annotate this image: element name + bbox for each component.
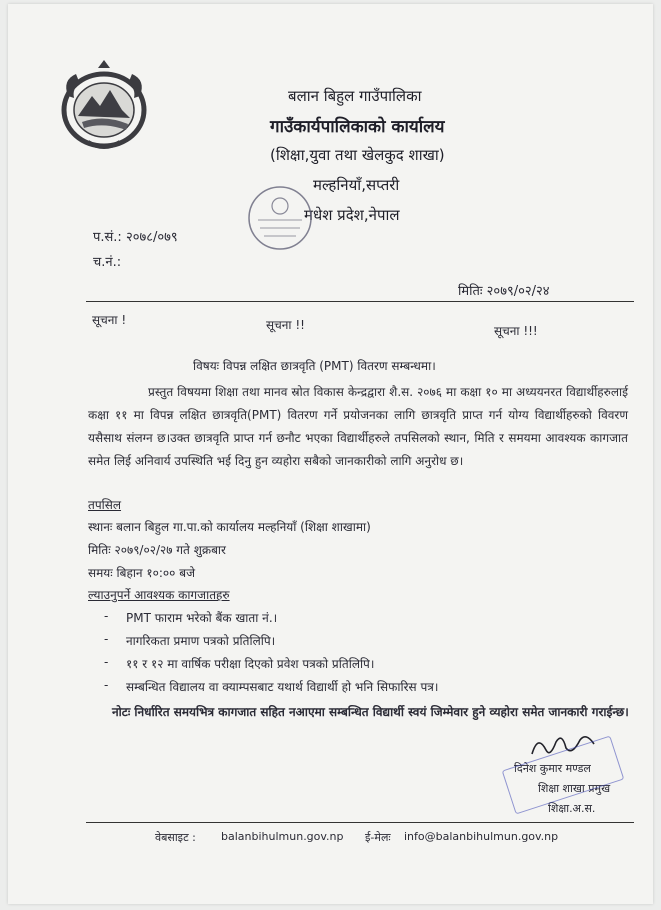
details-heading: तपसिल (88, 498, 122, 512)
body-paragraph: प्रस्तुत विषयमा शिक्षा तथा मानव स्रोत विकास केन्द्रद्वारा शै.स. २०७६ मा कक्षा १० मा अध्ययनरत विद्यार्थीहरुलाई कक्षा ११ मा विपन्न लक्षित छात्रवृति(PMT) वितरण गर्ने प्रयोजनका लागि छात्रवृति प्राप्त गर्न योग्य विद्यार्थीहरुको विवरण यसैसाथ संलग्न छ।उक्त छात्रवृति प्राप्त गर्न छनौट भएका विद्यार्थीहरुले तपसिलको स्थान, मिति र समयमा आवश्यक कागजात समेत लिई अनिवार्य उपस्थिति भई दिनु हुन व्यहोरा सबैको जानकारीको लागि अनुरोध छ। (88, 385, 628, 468)
signatory-office: शिक्षा.अ.स. (548, 802, 596, 815)
header-province: मधेश प्रदेश,नेपाल (304, 206, 400, 224)
website-label: वेबसाइट : (155, 831, 196, 844)
details-time: समयः बिहान १०:०० बजे (88, 566, 195, 580)
notice-label-2: सूचना !! (266, 318, 305, 332)
subject-line: विषयः विपन्न लक्षित छात्रवृति (PMT) वितरण सम्बन्धमा। (193, 359, 436, 373)
website-link[interactable]: balanbihulmun.gov.np (221, 830, 344, 843)
document-item: सम्बन्धित विद्यालय वा क्याम्पसबाट यथार्थ विद्यार्थी हो भनि सिफारिस पत्र। (126, 680, 439, 694)
letter-date: मितिः २०७९/०२/२४ (458, 284, 550, 299)
office-stamp (246, 184, 314, 252)
signatory-title: शिक्षा शाखा प्रमुख (538, 782, 611, 795)
email-label: ई-मेलः (365, 831, 391, 844)
header-office: गाउँकार्यपालिकाको कार्यालय (270, 117, 445, 137)
nepal-emblem-icon (58, 66, 150, 150)
header-section: (शिक्षा,युवा तथा खेलकुद शाखा) (270, 146, 445, 164)
notice-label-3: सूचना !!! (494, 324, 538, 338)
letter-page (8, 4, 653, 904)
document-item: ११ र १२ मा वार्षिक परीक्षा दिएको प्रवेश पत्रको प्रतिलिपि। (126, 657, 375, 671)
details-place: स्थानः बलान बिहुल गा.पा.को कार्यालय मल्हनियाँ (शिक्षा शाखामा) (88, 520, 371, 534)
document-item: PMT फाराम भरेको बैंक खाता नं.। (126, 611, 278, 625)
dispatch-number: च.नं.: (93, 255, 122, 270)
signatory-name: दिनेश कुमार मण्डल (514, 762, 591, 775)
reference-number: प.सं.: २०७८/०७९ (93, 230, 178, 245)
header-location: मल्हनियाँ,सप्तरी (313, 176, 400, 194)
bullet-dash: - (104, 632, 109, 646)
stamp-seal-icon (246, 184, 314, 252)
bullet-dash: - (104, 655, 109, 669)
bullet-dash: - (104, 609, 109, 623)
divider-bottom (86, 822, 634, 823)
divider-top (86, 301, 634, 302)
document-item: नागरिकता प्रमाण पत्रको प्रतिलिपि। (126, 634, 276, 648)
note-paragraph: नोटः निर्धारित समयभित्र कागजात सहित नआएमा सम्बन्धित विद्यार्थी स्वयं जिम्मेवार हुने व्यहोरा समेत जानकारी गराईन्छ। (112, 705, 629, 719)
details-date: मितिः २०७९/०२/२७ गते शुक्रबार (88, 543, 226, 557)
header-municipality: बलान बिहुल गाउँपालिका (288, 87, 422, 105)
email-link[interactable]: info@balanbihulmun.gov.np (404, 830, 559, 843)
notice-label-1: सूचना ! (92, 313, 127, 327)
bullet-dash: - (104, 678, 109, 692)
documents-heading: ल्याउनुपर्ने आवश्यक कागजातहरु (88, 588, 230, 602)
